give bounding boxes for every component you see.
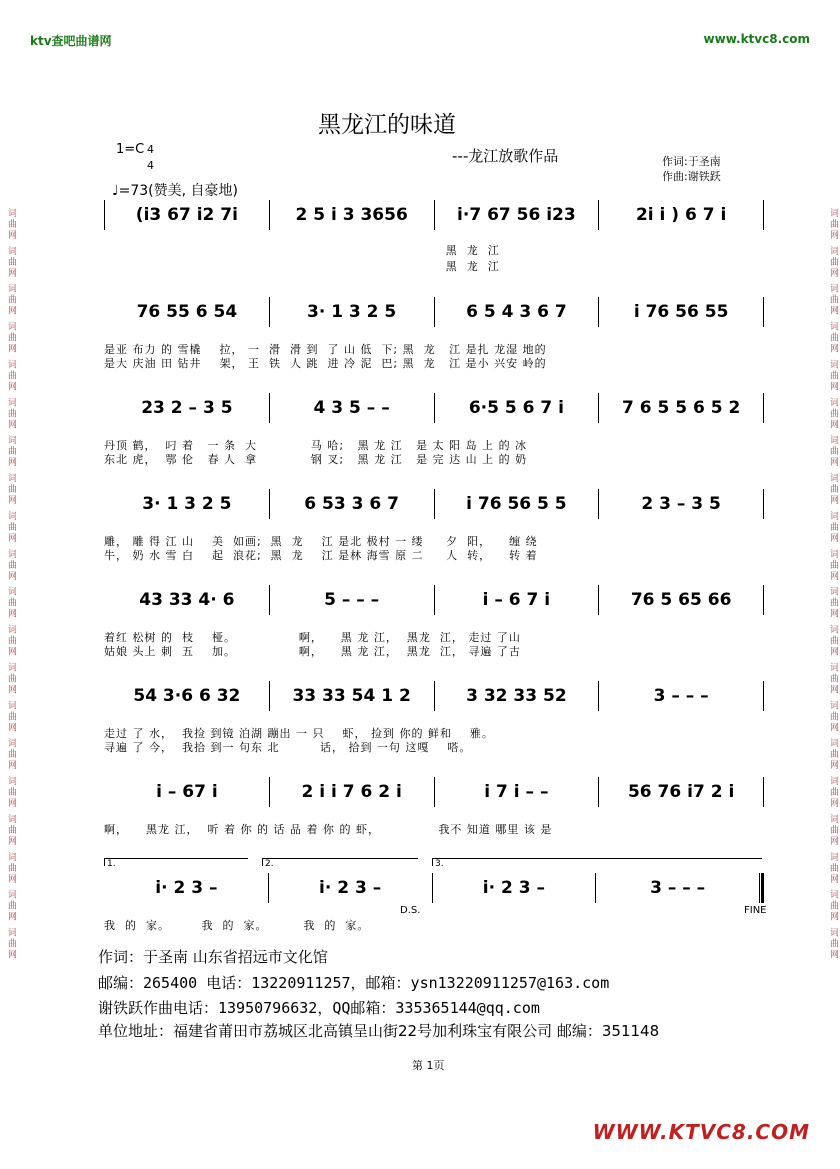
measure: 2 i i 7 6 2 i (301, 782, 402, 802)
measure: 3· 1 3 2 5 (306, 302, 397, 322)
notes-line (104, 393, 764, 423)
site-logo-bottom[interactable]: WWW.KTVC8.COM (592, 1120, 810, 1144)
measure: 33 33 54 1 2 (292, 686, 411, 706)
measure: i 76 56 5 5 (466, 494, 567, 514)
measure: i· 2 3 – (482, 878, 545, 898)
notes-line (104, 297, 764, 327)
notes-line (104, 681, 764, 711)
measure: 76 5 65 66 (630, 590, 732, 610)
measure: 3 32 33 52 (466, 686, 567, 706)
lyric-line: 是大 庆油 田 钻井 架， 王 铁 人 跳 进 冷 泥 巴; 黑 龙 江 是小 兴安 岭的 (104, 357, 547, 370)
measure: (i3 67 i2 7i (135, 205, 238, 225)
barline (763, 297, 764, 327)
lyric-line: 啊， 黑龙 江， 听 着 你 的 话 品 着 你 的 虾， 我不 知道 哪里 该 是 (104, 823, 553, 836)
lyric-line: 着红 松树 的 枝 桠。 啊， 黑 龙 江， 黑龙 江， 走过 了山 (104, 631, 521, 644)
measure: i·7 67 56 i23 (457, 205, 576, 225)
volta-bracket: 1. (104, 858, 248, 866)
lyric-line: 寻遍 了 今， 我拾 到一 句东 北 话， 拾到 一句 这嘎 嗒。 (104, 741, 472, 754)
key-text: 1=C (116, 142, 145, 157)
page-number: 第 1页 (412, 1059, 445, 1072)
footer-line-1: 作词：于圣南 山东省招远市文化馆 (98, 948, 328, 966)
measure: 43 33 4· 6 (139, 590, 235, 610)
site-url-right[interactable]: www.ktvc8.com (703, 32, 810, 46)
time-top: 4 (147, 143, 154, 156)
barline (763, 393, 764, 423)
barline (763, 681, 764, 711)
lyric-line: 牛， 奶 水 雪 白 起 浪花; 黑 龙 江 是林 海雪 原 二 人 转， 转 着 (104, 549, 538, 562)
fine-mark: FINE (744, 905, 767, 916)
measure: 23 2 – 3 5 (141, 398, 233, 418)
notes-line (104, 585, 764, 615)
measure: 5 – – – (324, 590, 380, 610)
measure: i 7 i – – (484, 782, 549, 802)
measure: i – 67 i (156, 782, 218, 802)
lyric-line: 走过 了 水， 我捡 到镜 泊湖 蹦出 一 只 虾， 捡到 你的 鲜和 雅。 (104, 727, 494, 740)
measure: 6·5 5 6 7 i (468, 398, 564, 418)
barline (759, 873, 764, 903)
measure: i – 6 7 i (482, 590, 551, 610)
measure: i· 2 3 – (319, 878, 382, 898)
barline (763, 585, 764, 615)
footer-line-3: 谢铁跃作曲电话：13950796632，QQ邮箱：335365144@qq.com (98, 999, 540, 1017)
song-title: 黑龙江的味道 (318, 112, 456, 138)
footer-line-2: 邮编：265400 电话：13220911257，邮箱：ysn13220911257@163.com (98, 974, 610, 992)
barline (763, 489, 764, 519)
measure: i 76 56 55 (633, 302, 729, 322)
watermark-right: 词曲网 词曲网 词曲网 词曲网 词曲网 词曲网 词曲网 词曲网 词曲网 词曲网 词曲网 词曲网 词曲网 词曲网 词曲网 词曲网 词曲网 词曲网 词曲网 词曲网 (828, 208, 838, 961)
barline (763, 777, 764, 807)
measure: 3· 1 3 2 5 (142, 494, 232, 514)
measure: 7 6 5 5 6 5 2 (621, 398, 741, 418)
measure: 3 – – – (653, 686, 709, 706)
site-name-left[interactable]: ktv查吧曲谱网 (30, 34, 112, 48)
watermark-left: 词曲网 词曲网 词曲网 词曲网 词曲网 词曲网 词曲网 词曲网 词曲网 词曲网 词曲网 词曲网 词曲网 词曲网 词曲网 词曲网 词曲网 词曲网 词曲网 词曲网 (6, 208, 16, 961)
barline (763, 200, 764, 230)
volta-bracket: 2. (262, 858, 418, 866)
notes-line (104, 777, 764, 807)
lyric-line: 雕， 雕 得 江 山 美 如画; 黑 龙 江 是北 极村 一 缕 夕 阳， 缠 绕 (104, 535, 538, 548)
measure: 2 3 – 3 5 (641, 494, 721, 514)
measure: 3 – – – (650, 878, 706, 898)
measure: 2i i ) 6 7 i (635, 205, 727, 225)
volta-bracket: 3. (432, 858, 762, 866)
notes-line (104, 489, 764, 519)
lyric-line: 丹顶 鹤， 叼 着 一 条 大 马 哈; 黑 龙 江 是 太 阳 岛 上 的 冰 (104, 439, 528, 452)
measure: 6 5 4 3 6 7 (466, 302, 567, 322)
notes-line (104, 873, 764, 903)
key-signature (116, 142, 154, 172)
measure: 6 53 3 6 7 (304, 494, 399, 514)
notes-line (104, 200, 764, 230)
lyric-line: 黑 龙 江 (104, 244, 500, 257)
lyric-line: 东北 虎， 鄂 伦 春 人 拿 钢 叉; 黑 龙 江 是 完 达 山 上 的 奶 (104, 453, 528, 466)
lyric-line: 是亚 布力 的 雪橇 拉， 一 滑 滑 到 了 山 低 下; 黑 龙 江 是扎 龙湿 地的 (104, 343, 547, 356)
measure: 76 55 6 54 (136, 302, 238, 322)
measure: 56 76 i7 2 i (627, 782, 735, 802)
measure: 54 3·6 6 32 (133, 686, 241, 706)
time-signature (147, 142, 154, 174)
credits (662, 154, 721, 184)
measure: 2 5 i 3 3656 (295, 205, 408, 225)
measure: i· 2 3 – (155, 878, 218, 898)
composer-credit: 作曲:谢铁跃 (662, 170, 721, 183)
lyric-line: 我 的 家。 我 的 家。 我 的 家。 (104, 919, 370, 932)
footer-line-4: 单位地址：福建省莆田市荔城区北高镇呈山街22号加利珠宝有限公司 邮编：351148 (98, 1022, 660, 1040)
lyric-line: 姑娘 头上 刺 五 加。 啊， 黑 龙 江， 黑龙 江， 寻遍 了古 (104, 645, 521, 658)
lyricist-credit: 作词:于圣南 (662, 155, 721, 168)
tempo-marking: ♩=73(赞美, 自豪地) (112, 183, 238, 199)
ds-mark: D.S. (400, 905, 421, 916)
measure: 4 3 5 – – (313, 398, 390, 418)
lyric-line: 黑 龙 江 (104, 260, 500, 273)
song-subtitle: ---龙江放歌作品 (452, 147, 559, 165)
time-bottom: 4 (147, 159, 154, 172)
